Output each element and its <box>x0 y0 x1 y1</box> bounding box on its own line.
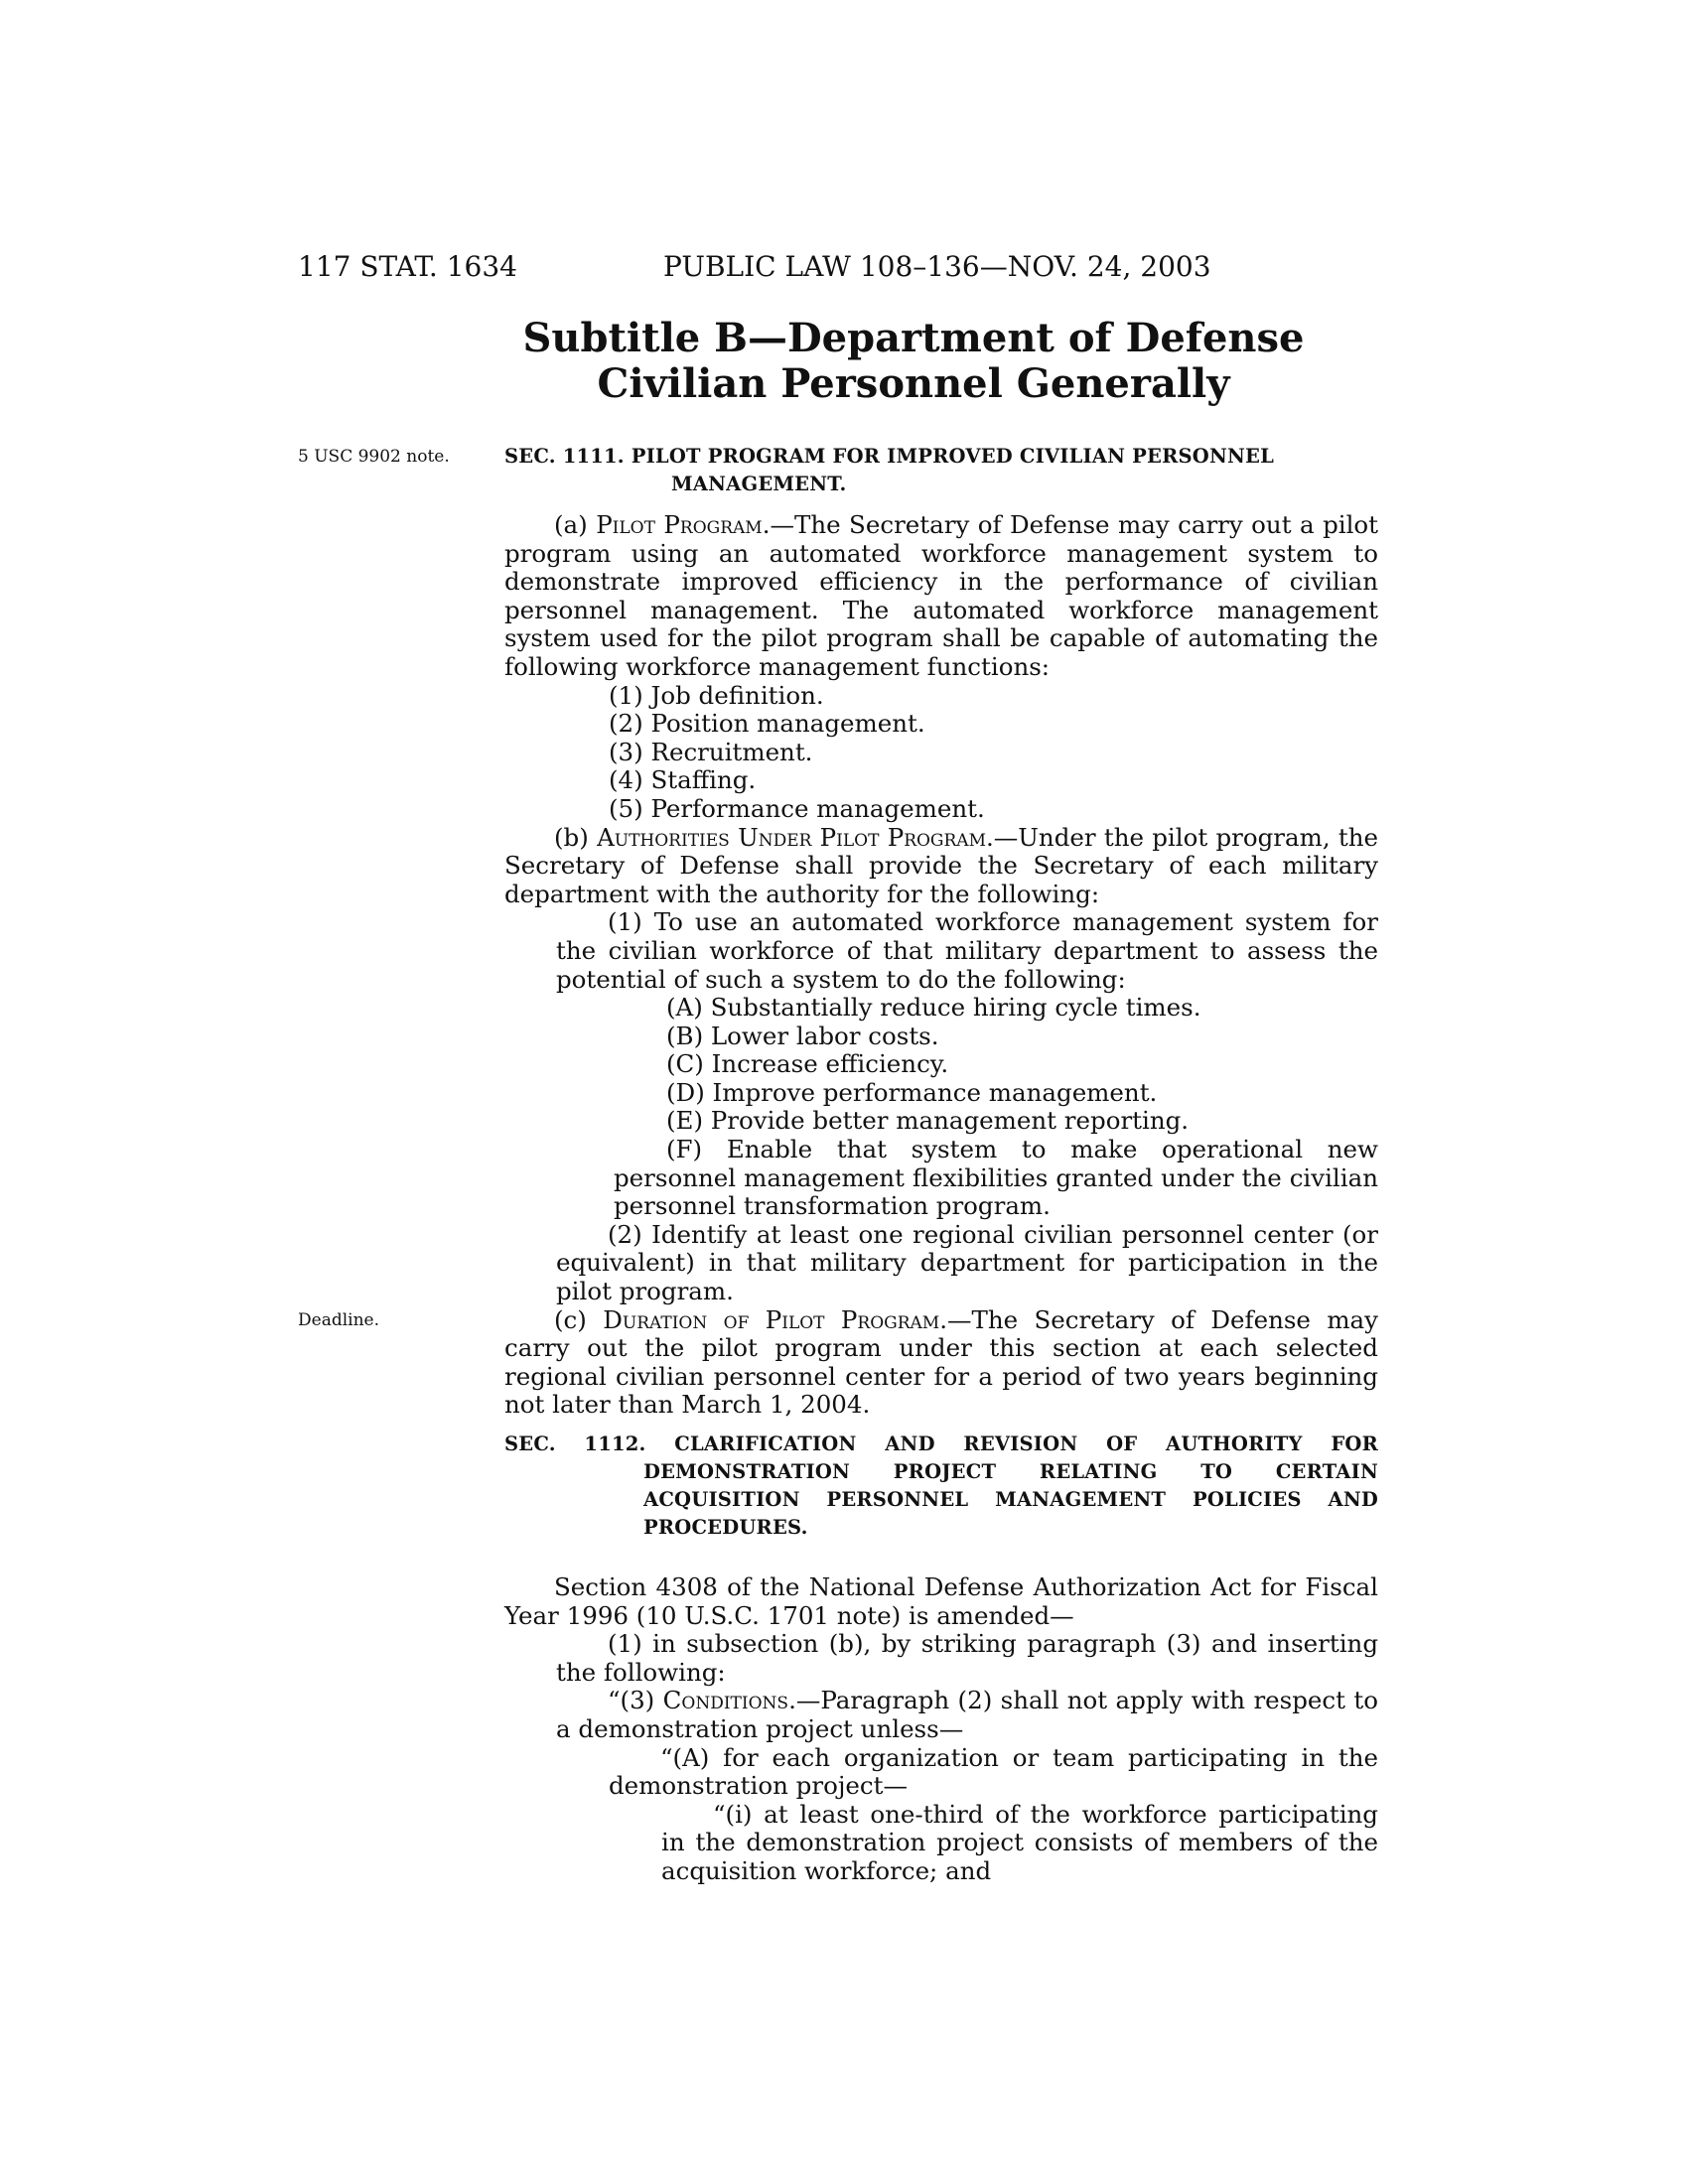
conditions-caption: Conditions <box>662 1686 789 1715</box>
subsection-c: (c) Duration of Pilot Program.—The Secretary of Defense may carry out the pilot program under this section at each selected regional civilian personnel center for a period of two years beginning not later than March 1, 2004. <box>504 1304 1378 1420</box>
section-1111-heading-line-2: MANAGEMENT. <box>671 473 847 495</box>
conditions-paragraph: “(3) Conditions.—Paragraph (2) shall not apply with respect to a demonstration project unless— <box>556 1686 1378 1743</box>
section-1111-heading <box>504 443 1378 498</box>
list-item: (3) Recruitment. <box>609 737 813 766</box>
amendment-item-1: (1) in subsection (b), by striking paragraph (3) and inserting the following: <box>556 1629 1378 1687</box>
subsection-b-caption: Authorities Under Pilot Program <box>597 822 986 852</box>
list-item: (A) Substantially reduce hiring cycle times. <box>666 993 1201 1023</box>
subsection-a: (a) Pilot Program.—The Secretary of Defense may carry out a pilot program using an automated workforce management system to demonstrate improved efficiency in the performance of civilian personnel management. The automated workforce management system used for the pilot program shall be capable of automating the following workforce management functions: <box>504 510 1379 681</box>
subtitle-line-2: Civilian Personnel Generally <box>597 360 1230 407</box>
section-1112-intro: Section 4308 of the National Defense Authorization Act for Fiscal Year 1996 (10 U.S.C. 1701 note) is amended— <box>504 1572 1378 1630</box>
list-item: (C) Increase efficiency. <box>666 1049 949 1079</box>
list-item: (D) Improve performance management. <box>666 1077 1158 1107</box>
list-item: (5) Performance management. <box>609 793 985 823</box>
section-1111-body <box>504 511 1378 1420</box>
conditions-clause-i: “(i) at least one-third of the workforce participating in the demonstration project consists of members of the acquisition workforce; and <box>661 1799 1378 1885</box>
paragraph-b2: (2) Identify at least one regional civilian personnel center (or equivalent) in that military department for participation in the pilot program. <box>556 1219 1378 1306</box>
list-item: (E) Provide better management reporting. <box>666 1106 1190 1136</box>
subtitle-line-1: Subtitle B—Department of Defense <box>522 315 1305 361</box>
subsection-a-caption: Pilot Program <box>596 510 763 539</box>
section-1112-heading <box>504 1431 1378 1542</box>
subtitle-heading <box>506 316 1321 407</box>
page-stat-number: 117 STAT. 1634 <box>298 250 517 283</box>
subsection-c-caption: Duration of Pilot Program <box>603 1304 940 1334</box>
list-item: (2) Position management. <box>609 709 925 739</box>
section-1111-heading-line-1: SEC. 1111. PILOT PROGRAM FOR IMPROVED CIVILIAN PERSONNEL <box>504 445 1274 468</box>
list-item: (B) Lower labor costs. <box>666 1021 939 1050</box>
paragraph-b1: (1) To use an automated workforce management system for the civilian workforce of that military department to assess the potential of such a system to do the following: <box>556 907 1378 994</box>
margin-note-usc: 5 USC 9902 note. <box>298 447 450 467</box>
section-1112-body <box>504 1573 1378 1886</box>
section-1112-heading-text: SEC. 1112. CLARIFICATION AND REVISION OF AUTHORITY FOR DEMONSTRATION PROJECT RELATING TO CERTAIN ACQUISITION PERSONNEL MANAGEMENT POLICIES AND PROCEDURES. <box>504 1433 1378 1539</box>
margin-note-deadline: Deadline. <box>298 1310 379 1330</box>
list-item: (4) Staffing. <box>609 765 757 795</box>
list-item: (1) Job definition. <box>609 680 824 710</box>
subparagraph-f: (F) Enable that system to make operational new personnel management flexibilities granted under the civilian personnel transformation program. <box>614 1135 1378 1221</box>
conditions-subparagraph-a: “(A) for each organization or team participating in the demonstration project— <box>609 1742 1378 1801</box>
subsection-b: (b) Authorities Under Pilot Program.—Under the pilot program, the Secretary of Defense shall provide the Secretary of each military department with the authority for the following: <box>504 822 1378 908</box>
running-header-law: PUBLIC LAW 108–136—NOV. 24, 2003 <box>663 250 1211 283</box>
